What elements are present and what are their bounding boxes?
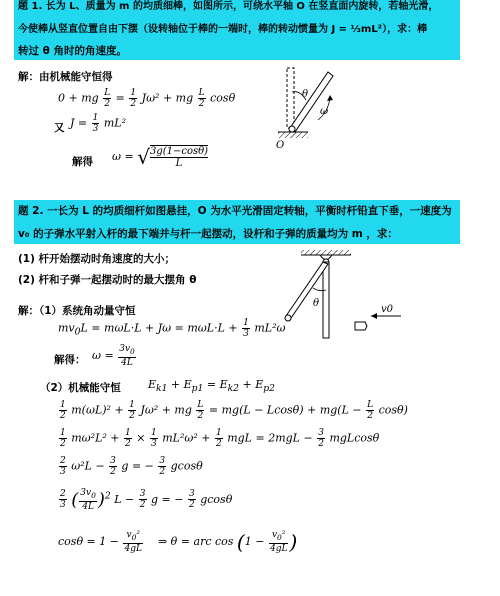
p2-theta-label: θ [313,298,320,309]
p1-origin-label: O [276,140,285,151]
p2-question2: (2) 杆和子弹一起摆动时的最大摆角 θ [18,274,197,286]
problem2-line2: v₀ 的子弹水平射入杆的最下端并与杆一起摆动，设杆和子弹的质量均为 m ，求： [18,228,398,240]
p1-eq2: J = $\frac{1}{3}$ mL² [70,113,127,134]
p2-eqE: cosθ = 1 − $\frac{v_0^2}{4gL}$ ⇒ θ = arc cos (1 − $\frac{v_0^2}{4gL}$ ) [58,530,298,554]
p1-answer-label: 解得 [72,156,93,168]
p1-eq1: 0 + mg $\frac{L}{2}$ = $\frac{1}{2}$ Jω² + mg $\frac{L}{2}$ cosθ [58,88,236,109]
p1-theta-label: θ [302,89,309,100]
p2-sol1-label: 解：（1）系统角动量守恒 [18,305,136,317]
p2-sol1-answer: ω = $\frac{3v_0}{4L}$ [92,344,135,368]
p2-sol2-head: $E_{k1} + E_{p1} = E_{k2} + E_{p2}$ [148,378,275,395]
problem1-line1: 题 1. 长为 L、质量为 m 的均质细棒，如图所示，可绕水平轴 O 在竖直面内旋转，若轴光滑， [18,1,439,12]
problem2-line1: 题 2. 一长为 L 的均质细杆如图悬挂，O 为水平光滑固定转轴，平衡时杆铅直下垂，一速度为 [18,205,452,217]
p1-answer: ω = √ $\frac{3g(1-\cos\theta)}{L}$ [112,145,209,169]
problem1-line3: 转过 θ 角时的角速度。 [18,45,128,57]
p1-eq2-prefix: 又 [54,122,65,134]
p1-figure [270,62,380,152]
p2-question1: (1) 杆开始摆动时角速度的大小； [18,253,176,265]
p2-sol2-label: （2）机械能守恒 [40,382,121,394]
p2-eqA: $\frac{1}{2}$ m(ωL)² + $\frac{1}{2}$ Jω² + mg $\frac{L}{2}$ = mg(L − Lcosθ) + mg(L − $\frac{L}{2}$ cosθ) [60,400,408,421]
p1-solution-label: 解：由机械能守恒得 [18,71,113,83]
p2-figure [275,250,405,340]
p2-sol1-answer-prefix: 解得： [54,354,86,366]
p2-eqD: $\frac{2}{3}$ ( $\frac{3v_0}{4L}$ )$^2$ L − $\frac{3}{2}$ g = − $\frac{3}{2}$ gcosθ [60,488,233,512]
problem1-line2: 今使棒从竖直位置自由下摆（设转轴位于棒的一端时，棒的转动惯量为 J = ⅓mL²），求：棒 [18,24,428,35]
p2-velocity-label: v0 [381,304,394,315]
p2-eqB: $\frac{1}{2}$ mω²L² + $\frac{1}{2}$ × $\frac{1}{3}$ mL²ω² + $\frac{1}{2}$ mgL = 2mgL − $\frac{3}{2}$ mgLcosθ [60,428,380,449]
p2-sol1-eq: $mv_0L = m\omega L\cdot L + J\omega = m\omega L\cdot L$ + $\frac{1}{3}$ mL²ω [58,318,286,339]
p2-eqC: $\frac{2}{3}$ ω²L − $\frac{3}{2}$ g = − $\frac{3}{2}$ gcosθ [60,456,203,477]
p1-omega-label: ω [320,106,329,117]
